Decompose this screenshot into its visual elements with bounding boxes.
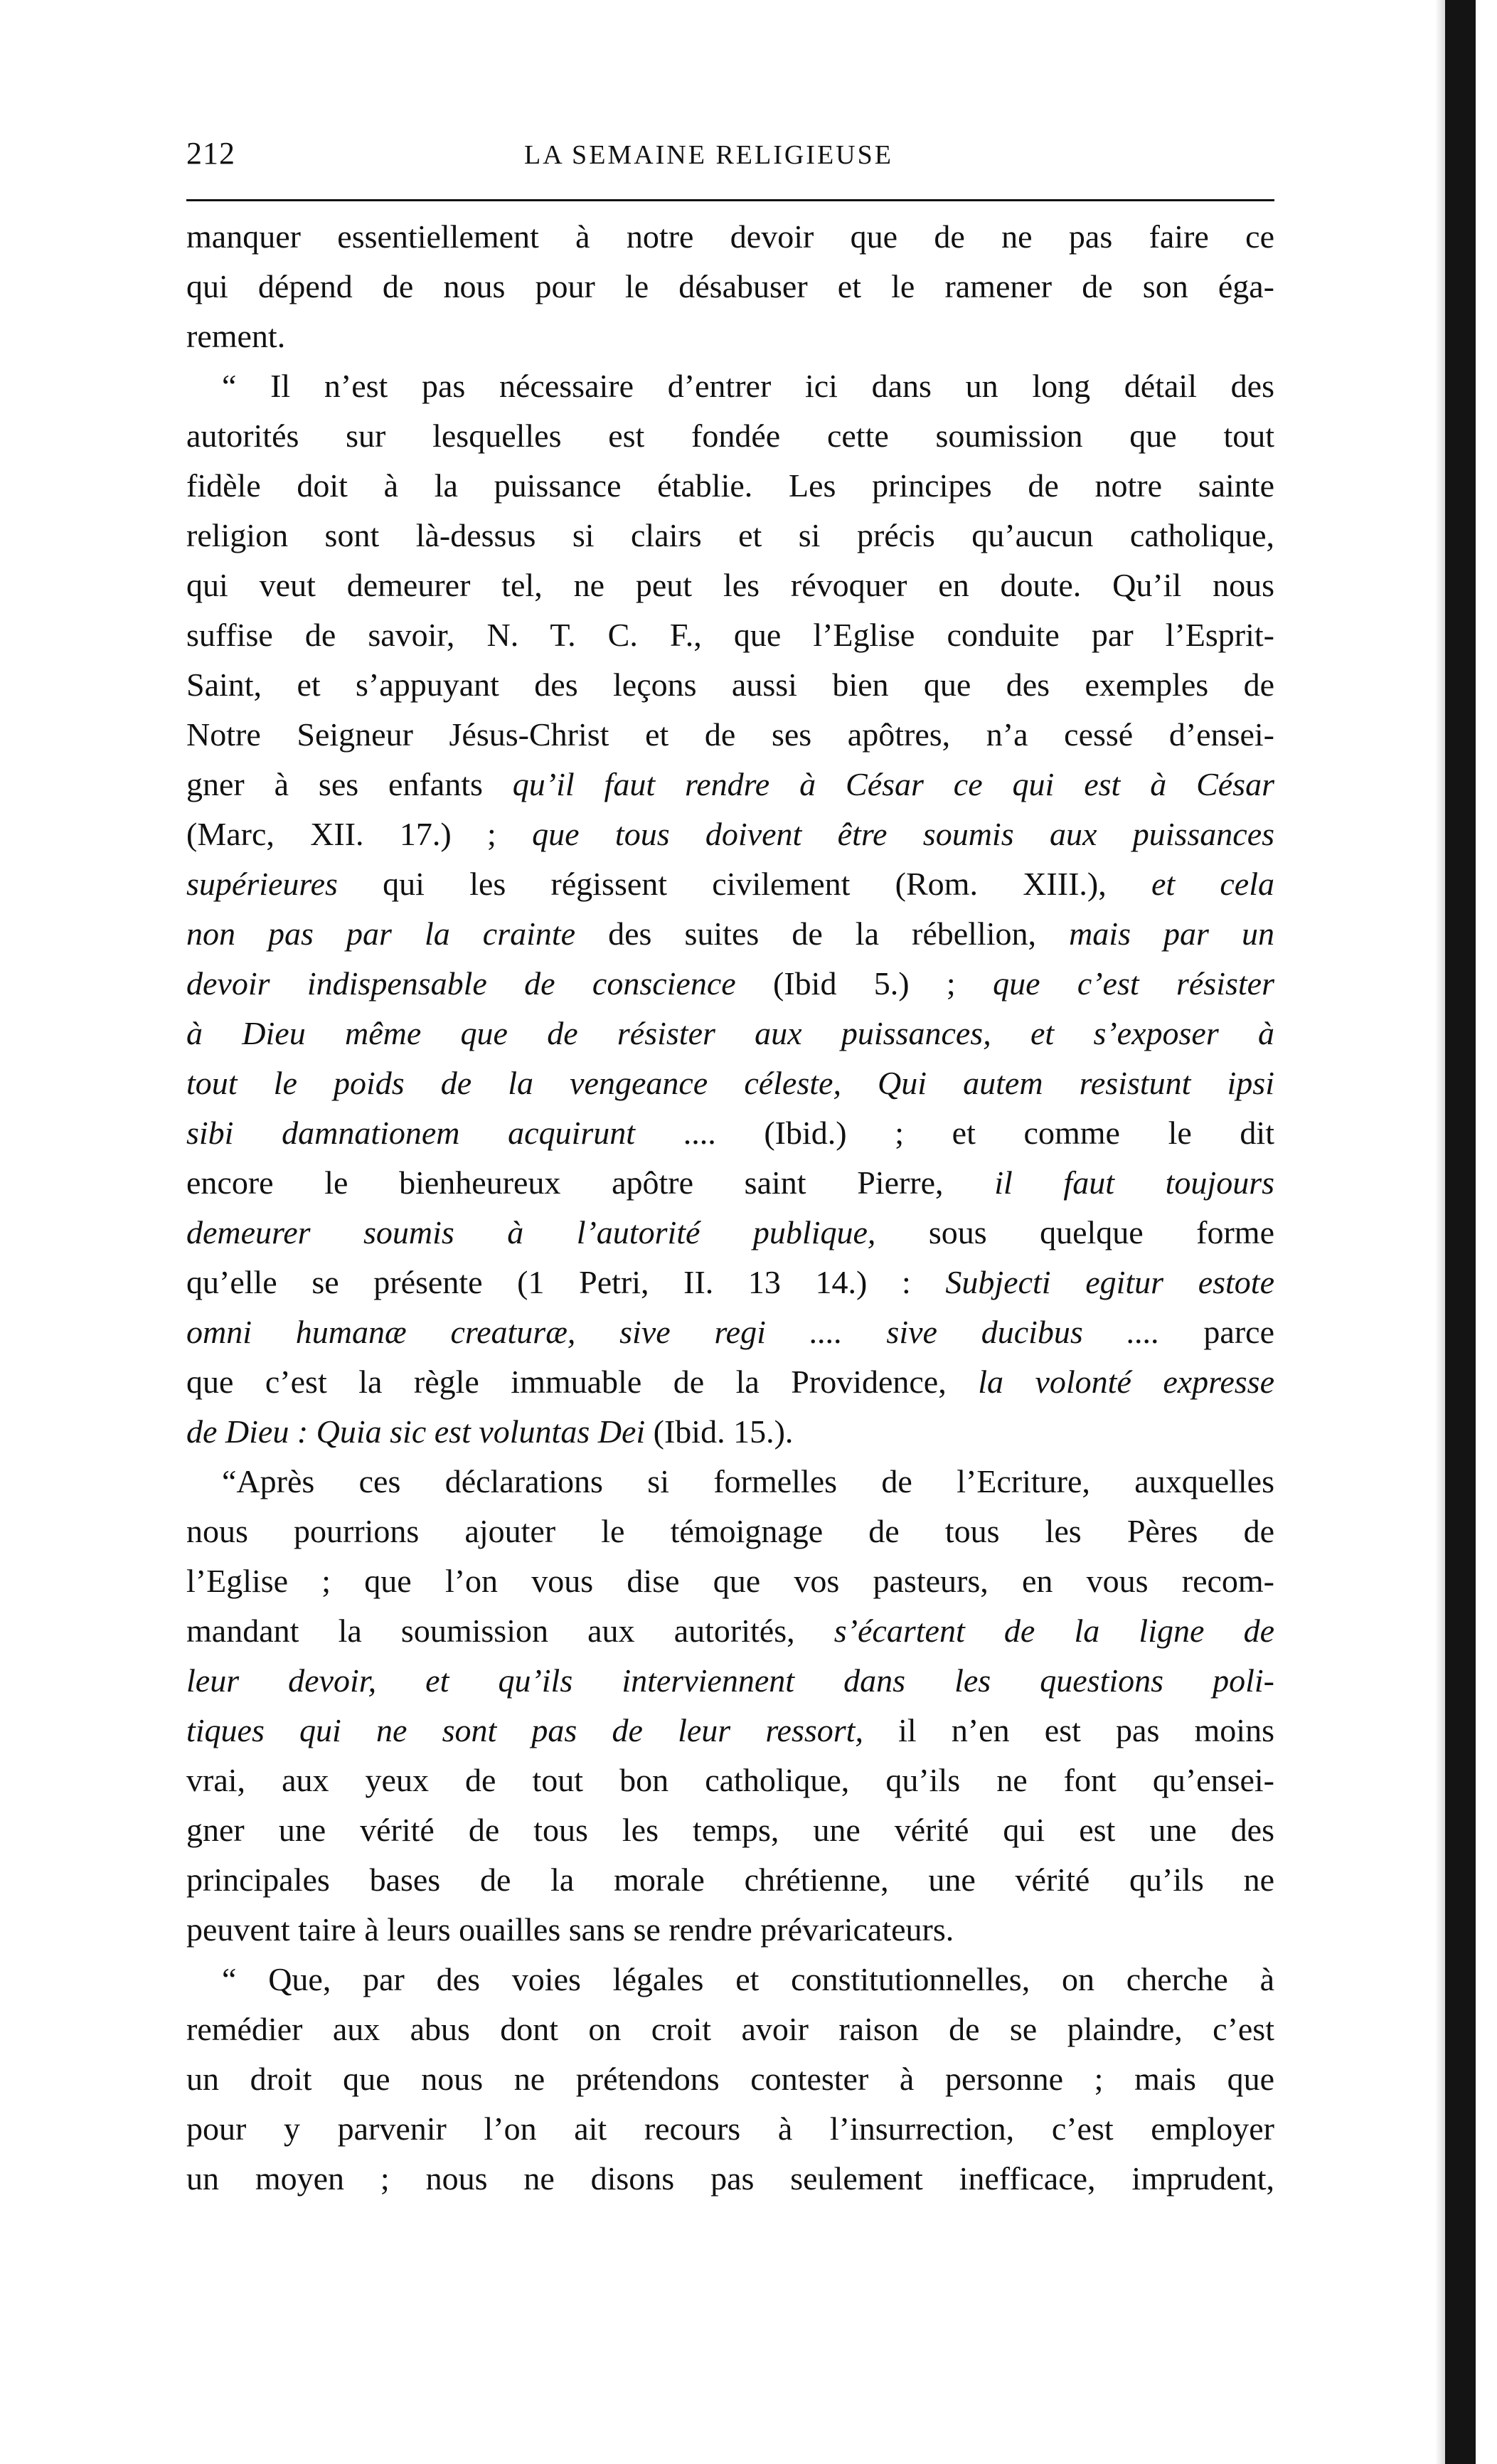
text-line	[186, 212, 1274, 262]
italic-text-span: supérieures	[186, 866, 338, 902]
italic-text-span: s’écartent de la ligne de	[833, 1613, 1274, 1649]
text-span: “ Que, par des voies légales et constitutionnelles, on cherche à	[222, 1961, 1274, 1997]
text-line	[186, 1756, 1274, 1805]
text-span: fidèle doit à la puissance établie. Les principes de notre sainte	[186, 467, 1274, 504]
text-line	[186, 461, 1274, 511]
text-span: Saint, et s’appuyant des leçons aussi bien que des exemples de	[186, 667, 1274, 703]
text-span: “Après ces déclarations si formelles de l’Ecriture, auxquelles	[222, 1463, 1274, 1499]
italic-text-span: devoir indispensable de conscience	[186, 965, 736, 1002]
text-span: encore le bienheureux apôtre saint Pierre,	[186, 1164, 995, 1201]
text-line	[186, 959, 1274, 1009]
italic-text-span: que tous doivent être soumis aux puissances	[532, 816, 1274, 852]
italic-text-span: tiques qui ne sont pas de leur ressort,	[186, 1712, 863, 1748]
italic-text-span: il faut toujours	[994, 1164, 1274, 1201]
text-span: qui les régissent civilement (Rom. XIII.),	[337, 866, 1151, 902]
text-line	[186, 1556, 1274, 1606]
text-span: pour y parvenir l’on ait recours à l’insurrection, c’est employer	[186, 2110, 1274, 2147]
page-header	[186, 135, 1274, 185]
text-line	[186, 1258, 1274, 1307]
text-line	[186, 1108, 1274, 1158]
italic-text-span: Subjecti egitur estote	[945, 1264, 1274, 1300]
text-span: sous quelque forme	[875, 1214, 1274, 1250]
text-line	[186, 1805, 1274, 1855]
text-span: manquer essentiellement à notre devoir que de ne pas faire ce	[186, 218, 1274, 255]
text-line	[186, 2104, 1274, 2154]
italic-text-span: qu’il faut rendre à César ce qui est à César	[512, 766, 1274, 802]
text-span: gner une vérité de tous les temps, une vérité qui est une des	[186, 1812, 1274, 1848]
text-span: (Ibid. 15.).	[645, 1413, 794, 1450]
text-line	[186, 710, 1274, 760]
text-line	[186, 262, 1274, 312]
text-line	[186, 1407, 1274, 1457]
text-line	[186, 511, 1274, 561]
text-span: autorités sur lesquelles est fondée cette soumission que tout	[186, 418, 1274, 454]
text-span: remédier aux abus dont on croit avoir raison de se plaindre, c’est	[186, 2011, 1274, 2047]
text-span: nous pourrions ajouter le témoignage de tous les Pères de	[186, 1513, 1274, 1549]
text-line	[186, 1606, 1274, 1656]
text-span: mandant la soumission aux autorités,	[186, 1613, 834, 1649]
italic-text-span: et cela	[1151, 866, 1274, 902]
body-text	[186, 212, 1274, 2204]
scan-edge-shadow	[1435, 0, 1445, 2464]
text-line	[186, 1905, 1274, 1955]
text-line	[186, 1009, 1274, 1058]
text-span: peuvent taire à leurs ouailles sans se rendre prévaricateurs.	[186, 1911, 954, 1948]
text-span: qui veut demeurer tel, ne peut les révoquer en doute. Qu’il nous	[186, 567, 1274, 603]
text-line	[186, 1656, 1274, 1706]
text-line	[186, 660, 1274, 710]
text-line	[186, 1706, 1274, 1756]
text-line	[186, 859, 1274, 909]
text-line	[186, 2054, 1274, 2104]
header-rule	[186, 199, 1274, 201]
italic-text-span: la volonté expresse	[978, 1364, 1274, 1400]
italic-text-span: que c’est résister	[993, 965, 1274, 1002]
text-line	[186, 909, 1274, 959]
italic-text-span: leur devoir, et qu’ils interviennent dans les questions poli-	[186, 1662, 1274, 1699]
text-span: vrai, aux yeux de tout bon catholique, qu’ils ne font qu’ensei-	[186, 1762, 1274, 1798]
italic-text-span: mais par un	[1069, 915, 1274, 952]
text-span: rement.	[186, 318, 286, 354]
italic-text-span: omni humanæ creaturæ, sive regi .... sive ducibus ....	[186, 1314, 1160, 1350]
text-span: qu’elle se présente (1 Petri, II. 13 14.) :	[186, 1264, 946, 1300]
page-number: 212	[186, 136, 235, 171]
text-line	[186, 361, 1274, 411]
text-line	[186, 809, 1274, 859]
italic-text-span: à Dieu même que de résister aux puissances, et s’exposer à	[186, 1015, 1274, 1051]
text-line	[186, 1208, 1274, 1258]
text-span: “ Il n’est pas nécessaire d’entrer ici dans un long détail des	[222, 368, 1274, 404]
running-head-title: LA SEMAINE RELIGIEUSE	[524, 140, 893, 170]
text-span: principales bases de la morale chrétienne, une vérité qu’ils ne	[186, 1862, 1274, 1898]
text-span: .... (Ibid.) ; et comme le dit	[635, 1115, 1274, 1151]
italic-text-span: sibi damnationem acquirunt	[186, 1115, 636, 1151]
text-span: un droit que nous ne prétendons contester à personne ; mais que	[186, 2061, 1274, 2097]
text-span: (Ibid 5.) ;	[735, 965, 993, 1002]
text-span: Notre Seigneur Jésus-Christ et de ses apôtres, n’a cessé d’ensei-	[186, 716, 1274, 753]
text-line	[186, 561, 1274, 610]
text-line	[186, 1357, 1274, 1407]
text-line	[186, 1507, 1274, 1556]
text-span: parce	[1159, 1314, 1274, 1350]
text-span: suffise de savoir, N. T. C. F., que l’Eglise conduite par l’Esprit-	[186, 617, 1274, 653]
text-line	[186, 1058, 1274, 1108]
italic-text-span: demeurer soumis à l’autorité publique,	[186, 1214, 876, 1250]
text-span: il n’en est pas moins	[863, 1712, 1274, 1748]
italic-text-span: de Dieu : Quia sic est voluntas Dei	[186, 1413, 646, 1450]
text-line	[186, 2154, 1274, 2204]
text-line	[186, 411, 1274, 461]
text-span: que c’est la règle immuable de la Providence,	[186, 1364, 979, 1400]
text-line	[186, 1158, 1274, 1208]
text-line	[186, 1457, 1274, 1507]
text-span: l’Eglise ; que l’on vous dise que vos pasteurs, en vous recom-	[186, 1563, 1274, 1599]
text-line	[186, 760, 1274, 809]
scan-edge-border	[1445, 0, 1476, 2464]
text-line	[186, 312, 1274, 361]
italic-text-span: tout le poids de la vengeance céleste, Qui autem resistunt ipsi	[186, 1065, 1274, 1101]
text-span: gner à ses enfants	[186, 766, 513, 802]
text-span: (Marc, XII. 17.) ;	[186, 816, 533, 852]
text-line	[186, 2004, 1274, 2054]
text-span: un moyen ; nous ne disons pas seulement inefficace, imprudent,	[186, 2160, 1274, 2197]
text-line	[186, 1955, 1274, 2004]
text-span: qui dépend de nous pour le désabuser et le ramener de son éga-	[186, 268, 1274, 304]
text-line	[186, 1855, 1274, 1905]
text-span: religion sont là-dessus si clairs et si précis qu’aucun catholique,	[186, 517, 1274, 553]
text-line	[186, 610, 1274, 660]
italic-text-span: non pas par la crainte	[186, 915, 576, 952]
text-line	[186, 1307, 1274, 1357]
text-span: des suites de la rébellion,	[575, 915, 1070, 952]
